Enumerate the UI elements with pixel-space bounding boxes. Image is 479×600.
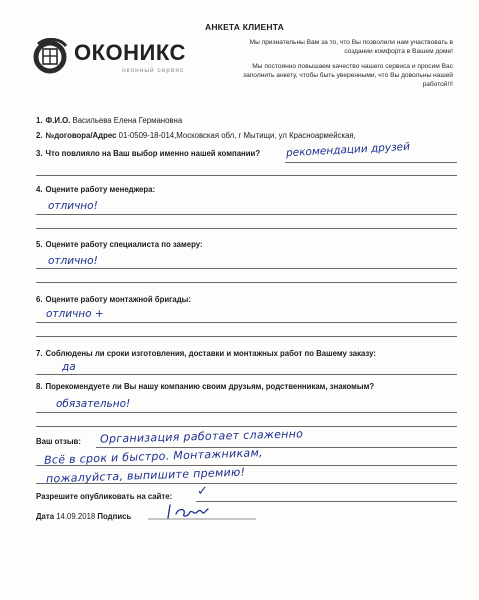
date-value: 14.09.2018	[56, 512, 96, 521]
question-1	[36, 116, 182, 125]
question-3	[36, 149, 260, 158]
date-signature-row	[36, 512, 131, 521]
question-number: 4.	[36, 185, 43, 194]
review-label: Ваш отзыв:	[36, 437, 81, 446]
answer-line	[36, 412, 457, 413]
question-label: Оцените работу менеджера:	[45, 185, 156, 194]
review-line-1: Организация работает слаженно	[99, 427, 304, 446]
contract-address-value: 01-0509-18-014,Московская обл, г Мытищи, ул Красноармейская,	[118, 131, 356, 140]
answer-q8: обязательно!	[56, 398, 131, 410]
answer-line	[36, 426, 457, 427]
window-logo-icon	[30, 38, 72, 74]
question-number: 5.	[36, 240, 43, 249]
question-label: №договора/Адрес	[45, 131, 117, 140]
question-4	[36, 185, 155, 194]
question-number: 7.	[36, 349, 43, 358]
intro-gratitude: Мы признательны Вам за то, что Вы позволили нам участвовать в создании комфорта в Вашем доме!	[249, 39, 453, 55]
answer-q6: отлично +	[46, 308, 104, 320]
answer-line	[36, 175, 457, 176]
question-label: Порекомендуете ли Вы нашу компанию своим друзьям, родственникам, знакомым?	[45, 382, 375, 391]
question-label: Соблюдены ли сроки изготовления, доставки и монтажных работ по Вашему заказу:	[45, 349, 376, 358]
question-5	[36, 240, 203, 249]
answer-line	[36, 214, 457, 215]
publish-permission-label: Разрешите опубликовать на сайте:	[36, 492, 173, 501]
date-label: Дата	[36, 512, 55, 521]
answer-line	[36, 322, 457, 323]
answer-line	[36, 282, 457, 283]
question-number: 3.	[36, 149, 43, 158]
review-line-3: пожалуйста, выпишите премию!	[45, 465, 246, 486]
review-line	[96, 447, 457, 448]
answer-line	[285, 162, 457, 163]
question-6	[36, 295, 191, 304]
answer-q4: отлично!	[48, 200, 98, 212]
question-2	[36, 131, 356, 140]
question-number: 2.	[36, 131, 43, 140]
logo-tagline: оконный сервис	[122, 67, 185, 74]
question-label: Что повлияло на Ваш выбор именно нашей компании?	[45, 149, 261, 158]
answer-line	[36, 228, 457, 229]
review-line	[36, 483, 457, 484]
form-title: АНКЕТА КЛИЕНТА	[205, 22, 284, 32]
answer-line	[36, 336, 457, 337]
answer-q5: отлично!	[48, 255, 98, 267]
answer-q3: рекомендации друзей	[285, 140, 411, 160]
review-line	[36, 465, 457, 466]
client-name-value: Васильева Елена Германовна	[72, 116, 183, 125]
question-label: Ф.И.О.	[45, 116, 71, 125]
question-7	[36, 349, 376, 358]
question-number: 1.	[36, 116, 43, 125]
question-label: Оцените работу специалиста по замеру:	[45, 240, 203, 249]
signature-label: Подпись	[97, 512, 132, 521]
review-line-2: Всё в срок и быстро. Монтажникам,	[43, 446, 264, 467]
intro-request: Мы постоянно повышаем качество нашего сервиса и просим Вас заполнить анкету, чтобы быть уверенными, что Вы довольны нашей работой!!!	[243, 63, 453, 88]
question-label: Оцените работу монтажной бригады:	[45, 295, 191, 304]
answer-line	[36, 374, 457, 375]
checkmark-icon: ✓	[197, 484, 208, 499]
question-8	[36, 382, 374, 391]
logo-brand: ОКОНИКС	[74, 40, 186, 65]
answer-q7: да	[62, 361, 76, 373]
question-number: 8.	[36, 382, 43, 391]
question-number: 6.	[36, 295, 43, 304]
company-logo	[30, 38, 200, 78]
signature-image	[148, 502, 258, 520]
answer-line	[36, 268, 457, 269]
